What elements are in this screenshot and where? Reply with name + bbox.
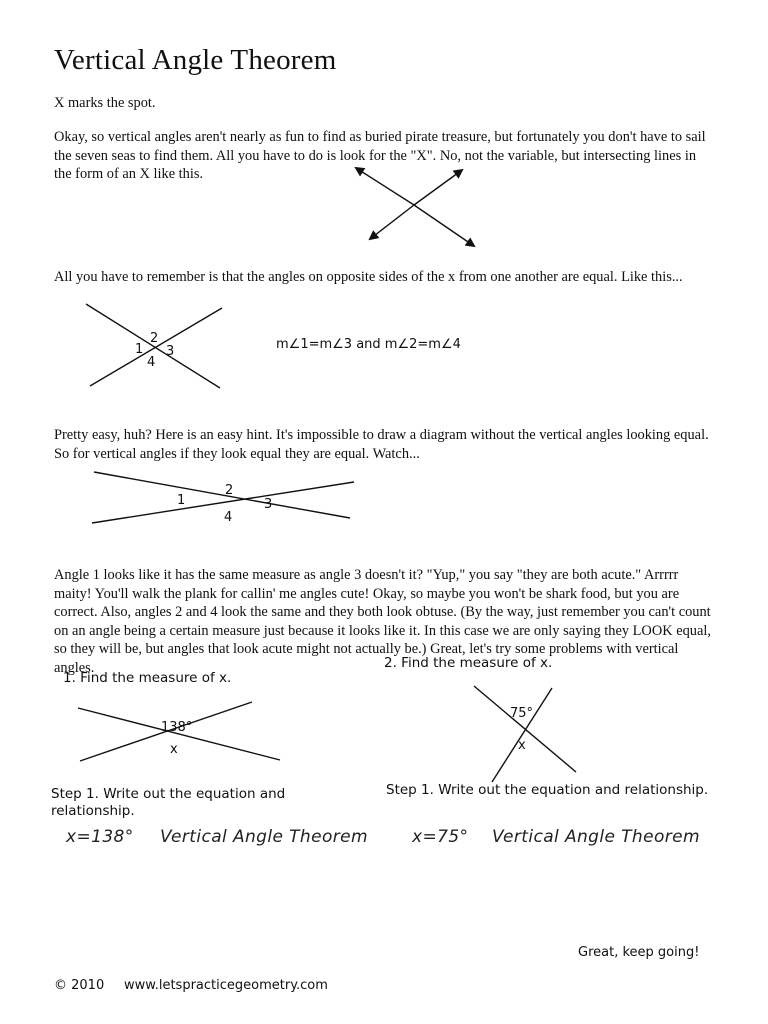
paragraph-3: Pretty easy, huh? Here is an easy hint. It's impossible to draw a diagram without the vertical angles looking equal. So for vertical angles if they look equal they are equal. Watch... bbox=[54, 427, 709, 462]
paragraph-1: Okay, so vertical angles aren't nearly as fun to find as buried pirate treasure, but fortunately you don't have to sail the seven seas to find them. All you have to do is look for the "X". No, not the variable, but intersecting lines in the form of an X like this. bbox=[54, 129, 706, 183]
problem-1-diagram bbox=[74, 696, 284, 768]
problem-2-prompt: 2. Find the measure of x. bbox=[384, 655, 553, 671]
problem2-line-b bbox=[492, 688, 552, 782]
vertical-angles-diagram-1 bbox=[80, 300, 230, 392]
problem-2-answer-equation: x=75° bbox=[412, 827, 469, 847]
problem-1-answer-equation: x=138° bbox=[66, 827, 134, 847]
problem-2-diagram bbox=[466, 682, 586, 786]
angle-138-label: 138° bbox=[161, 720, 193, 735]
x-arrow-line-1 bbox=[356, 168, 414, 205]
angle-label-2: 2 bbox=[225, 483, 234, 498]
x-arrow-line-2 bbox=[414, 170, 462, 205]
x-arrow-line-1b bbox=[414, 205, 474, 246]
variable-x-label: x bbox=[170, 742, 178, 757]
angle-label-1: 1 bbox=[177, 493, 186, 508]
page-title: Vertical Angle Theorem bbox=[54, 44, 337, 76]
variable-x-label: x bbox=[518, 738, 526, 753]
angle-label-2: 2 bbox=[150, 331, 159, 346]
problem-1-prompt: 1. Find the measure of x. bbox=[63, 670, 232, 686]
x-arrow-line-2b bbox=[370, 205, 414, 239]
angle-label-4: 4 bbox=[224, 510, 233, 525]
encouragement-text: Great, keep going! bbox=[578, 945, 700, 960]
paragraph-4: Angle 1 looks like it has the same measure as angle 3 doesn't it? "Yup," you say "they are both acute." Arrrrr maity! You'll walk the plank for callin' me angles cute! Okay, so maybe you won't be shark food, but you are correct. Also, angles 2 and 4 look the same and they both look obtuse. (By the way, just remember you can't count on an angle being a certain measure just because it looks like it. In this case we are only saying they LOOK equal, so they will be, but angles that look acute might not actually be.) Great, let's try some problems with vertical angles. bbox=[54, 567, 711, 676]
problem-1-step: Step 1. Write out the equation and relationship. bbox=[51, 786, 286, 819]
problem-2-answer-reason: Vertical Angle Theorem bbox=[492, 827, 700, 847]
diagram2-line-b bbox=[92, 482, 354, 523]
intro-text: X marks the spot. bbox=[54, 95, 156, 111]
equality-statement: m∠1=m∠3 and m∠2=m∠4 bbox=[276, 337, 461, 352]
angle-label-4: 4 bbox=[147, 355, 156, 370]
paragraph-2: All you have to remember is that the angles on opposite sides of the x from one another are equal. Like this... bbox=[54, 269, 683, 285]
problem-1-answer-reason: Vertical Angle Theorem bbox=[160, 827, 368, 847]
problem-2-step: Step 1. Write out the equation and relationship. bbox=[386, 782, 709, 798]
angle-label-1: 1 bbox=[135, 342, 144, 357]
angle-75-label: 75° bbox=[510, 706, 534, 721]
vertical-angles-diagram-2 bbox=[86, 466, 358, 530]
angle-label-3: 3 bbox=[264, 497, 273, 512]
copyright-text: © 2010 bbox=[54, 978, 105, 993]
website-link[interactable]: www.letspracticegeometry.com bbox=[124, 978, 328, 993]
x-arrows-diagram bbox=[340, 160, 490, 254]
angle-label-3: 3 bbox=[166, 344, 175, 359]
diagram2-line-a bbox=[94, 472, 350, 518]
diagram1-line-a bbox=[86, 304, 220, 388]
